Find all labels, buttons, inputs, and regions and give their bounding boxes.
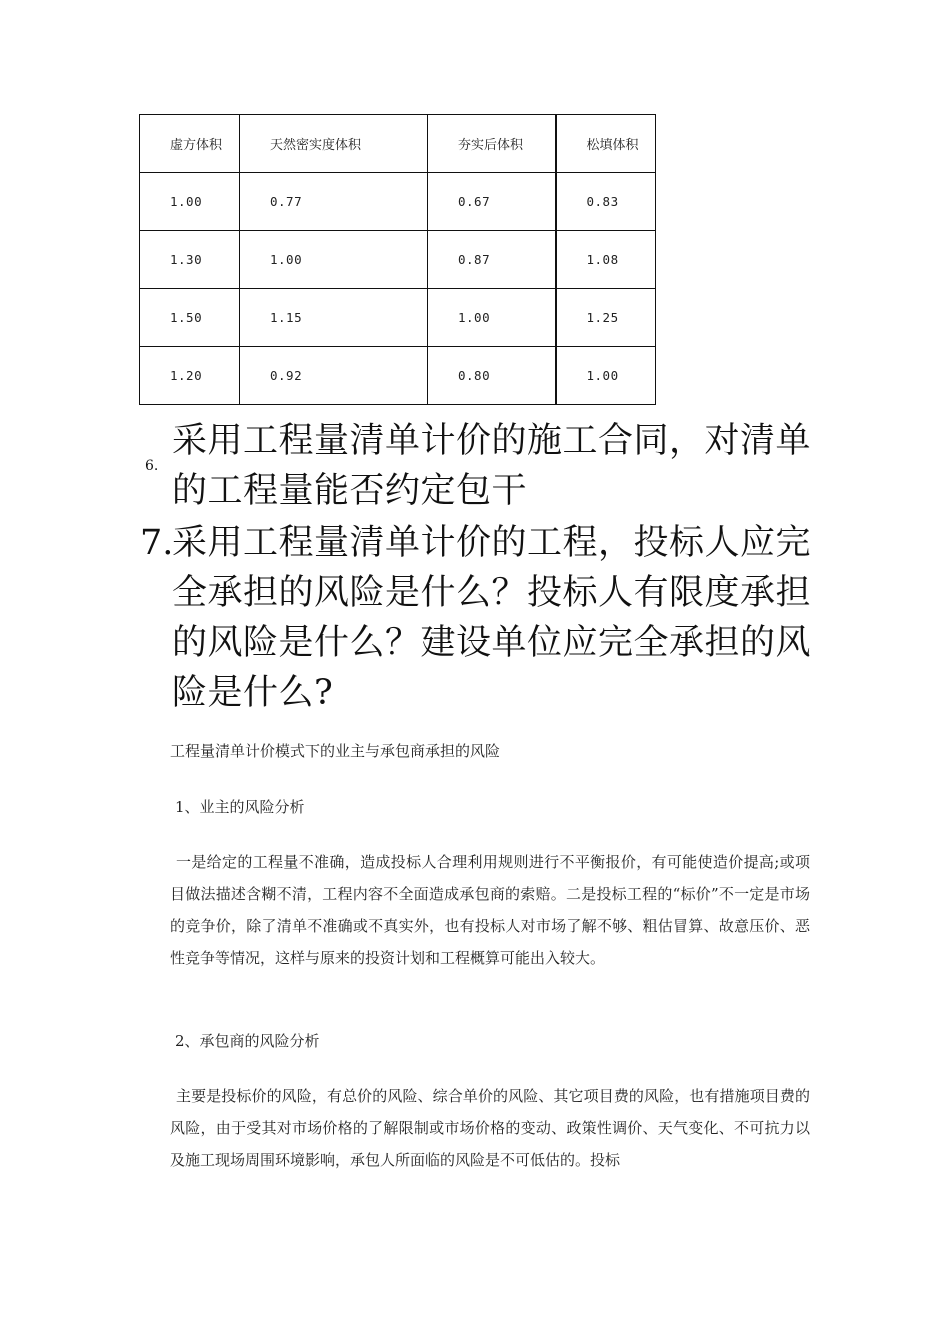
question-7-text: 采用工程量清单计价的工程，投标人应完全承担的风险是什么？投标人有限度承担的风险是什么？建设单位应完全承担的风险是什么?: [172, 523, 812, 713]
table-cell: 1.00: [240, 231, 428, 289]
table-cell: 0.83: [556, 173, 656, 231]
article-title: 工程量清单计价模式下的业主与承包商承担的风险: [170, 742, 501, 760]
table-cell: 0.87: [428, 231, 556, 289]
table-cell: 0.92: [240, 347, 428, 405]
section-2-heading: 2、承包商的风险分析: [175, 1032, 320, 1050]
table-row: [140, 289, 656, 347]
table-cell: 1.00: [428, 289, 556, 347]
table-header-cell: 虚方体积: [140, 115, 240, 173]
question-6-text: 采用工程量清单计价的施工合同，对清单的工程量能否约定包干: [172, 421, 812, 511]
section-2-body: 主要是投标价的风险，有总价的风险、综合单价的风险、其它项目费的风险，也有措施项目费的风险，由于受其对市场价格的了解限制或市场价格的变动、政策性调价、天气变化、不可抗力以及施工现场周围环境影响，承包人所面临的风险是不可低估的。投标: [170, 1087, 810, 1169]
table-cell: 0.67: [428, 173, 556, 231]
table-cell: 1.08: [556, 231, 656, 289]
table-row: [140, 173, 656, 231]
table-header-cell: 夯实后体积: [428, 115, 556, 173]
table-cell: 1.25: [556, 289, 656, 347]
volume-conversion-table: [139, 114, 656, 405]
table-row: [140, 347, 656, 405]
question-7-number: 7.: [140, 523, 174, 563]
table-cell: 1.20: [140, 347, 240, 405]
question-6-number: 6.: [145, 458, 159, 474]
table-header-row: [140, 115, 656, 173]
table-cell: 0.77: [240, 173, 428, 231]
table-header-cell: 天然密实度体积: [240, 115, 428, 173]
section-1-body: 一是给定的工程量不准确，造成投标人合理利用规则进行不平衡报价，有可能使造价提高;或项目做法描述含糊不清，工程内容不全面造成承包商的索赔。二是投标工程的“标价”不一定是市场的竞争价，除了清单不准确或不真实外，也有投标人对市场了解不够、粗估冒算、故意压价、恶性竞争等情况，这样与原来的投资计划和工程概算可能出入较大。: [170, 853, 810, 967]
section-1-heading: 1、业主的风险分析: [175, 798, 305, 816]
table-cell: 0.80: [428, 347, 556, 405]
table-cell: 1.00: [140, 173, 240, 231]
table-cell: 1.50: [140, 289, 240, 347]
table-cell: 1.15: [240, 289, 428, 347]
table-cell: 1.30: [140, 231, 240, 289]
table-header-cell: 松填体积: [556, 115, 656, 173]
table-cell: 1.00: [556, 347, 656, 405]
table-row: [140, 231, 656, 289]
